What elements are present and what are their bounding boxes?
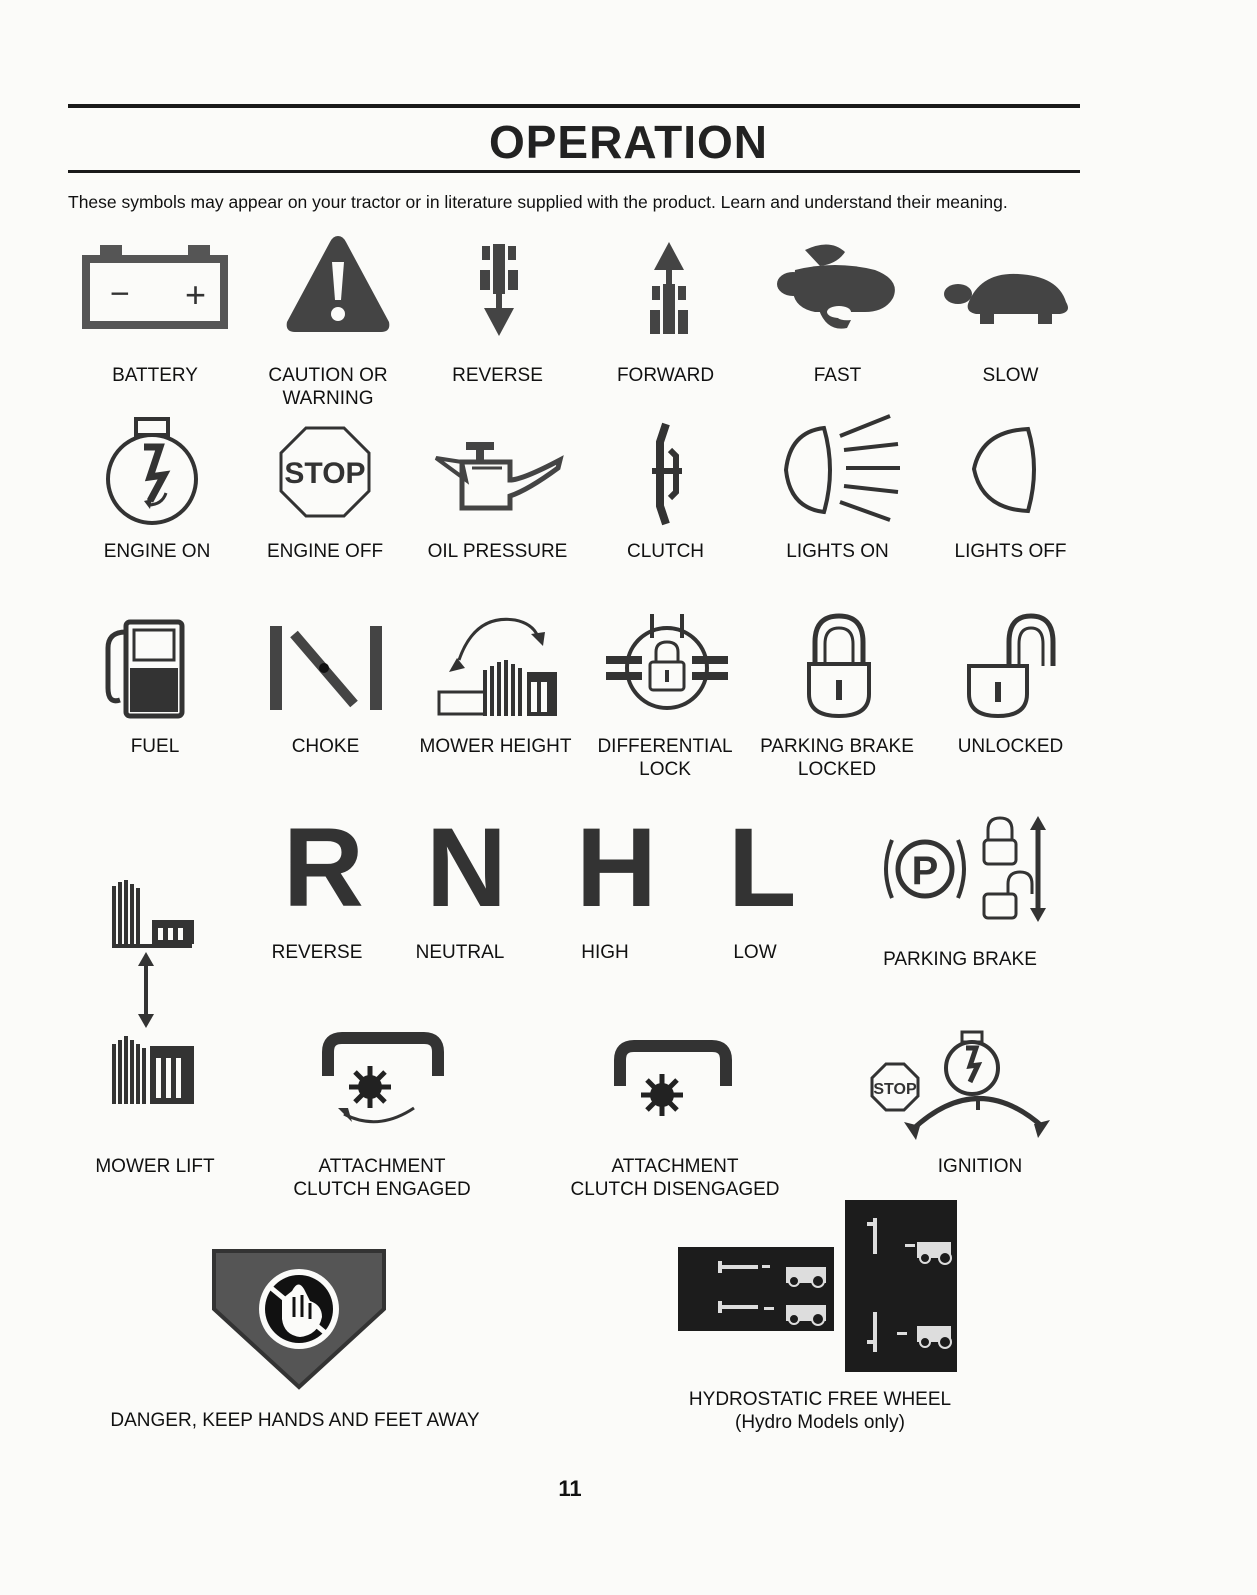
hydro-free-wheel-vertical-decal [845,1200,957,1372]
caution-warning-icon [283,232,393,336]
oil-can-icon [432,440,564,512]
attachment-clutch-disengaged-icon [614,1040,732,1126]
lights-on-icon [780,410,906,526]
differential-lock-icon [604,612,730,722]
label-fast: FAST [813,365,862,386]
attachment-clutch-engaged-icon [322,1032,444,1132]
label-choke: CHOKE [291,736,360,757]
title-underline [68,170,1080,173]
label-mower-lift: MOWER LIFT [95,1156,215,1177]
p-letter: P [911,849,939,893]
gear-letter-l: L [728,805,797,930]
label-fuel: FUEL [130,736,180,757]
fuel-pump-icon [100,618,190,720]
label-forward: FORWARD [616,365,715,386]
rabbit-fast-icon [775,240,905,335]
lock-unlock-arrow-icon [980,814,1052,924]
label-attachment-clutch-engaged: ATTACHMENT CLUTCH ENGAGED [293,1156,471,1200]
label-lights-on: LIGHTS ON [786,541,889,562]
mower-height-icon [435,610,561,720]
label-caution-warning: CAUTION OR WARNING [268,365,388,409]
engine-off-stop-icon [278,425,372,519]
forward-direction-icon [644,240,694,338]
ignition-icon [868,1030,1054,1142]
parking-brake-p-icon [878,834,972,904]
label-lights-off: LIGHTS OFF [954,541,1067,562]
ignition-stop-text: STOP [873,1081,917,1098]
label-differential-lock: DIFFERENTIAL LOCK [597,736,733,780]
danger-hands-feet-icon [210,1247,388,1391]
battery-minus: − [110,275,130,313]
intro-text: These symbols may appear on your tractor or in literature supplied with the product. Learn and understand their meaning. [68,192,1008,212]
gear-letter-n: N [426,805,507,930]
label-unlocked: UNLOCKED [957,736,1064,757]
label-slow: SLOW [982,365,1039,386]
hydro-free-wheel-horizontal-decal [678,1247,834,1331]
turtle-slow-icon [940,270,1075,330]
label-battery: BATTERY [112,365,198,386]
mower-lift-icon [108,872,198,1108]
reverse-direction-icon [474,242,524,338]
label-mower-height: MOWER HEIGHT [419,736,572,757]
clutch-icon [646,420,686,528]
top-rule [68,104,1080,108]
gear-letter-h: H [576,805,657,930]
label-gear-low: LOW [733,942,777,963]
label-gear-reverse: REVERSE [271,942,363,963]
page-number: 11 [558,1476,582,1501]
label-hydrostatic-free-wheel: HYDROSTATIC FREE WHEEL (Hydro Models only) [688,1389,952,1433]
label-oil-pressure: OIL PRESSURE [427,541,568,562]
label-attachment-clutch-disengaged: ATTACHMENT CLUTCH DISENGAGED [570,1156,780,1200]
label-gear-neutral: NEUTRAL [415,942,505,963]
choke-icon [266,624,386,712]
unlocked-icon [965,612,1059,720]
label-engine-off: ENGINE OFF [266,541,384,562]
page-title: OPERATION [488,116,769,168]
label-parking-brake: PARKING BRAKE [883,949,1037,970]
label-clutch: CLUTCH [626,541,705,562]
label-engine-on: ENGINE ON [103,541,211,562]
battery-icon [80,243,230,333]
stop-sign-text: STOP [284,457,366,490]
label-parking-brake-locked: PARKING BRAKE LOCKED [760,736,914,780]
lights-off-icon [968,425,1040,515]
label-gear-high: HIGH [581,942,629,963]
engine-on-icon [100,415,204,527]
label-danger: DANGER, KEEP HANDS AND FEET AWAY [110,1410,480,1431]
label-reverse: REVERSE [452,365,543,386]
gear-letter-r: R [283,805,364,930]
label-ignition: IGNITION [937,1156,1023,1177]
parking-brake-locked-icon [805,612,873,720]
battery-plus: + [185,274,207,315]
